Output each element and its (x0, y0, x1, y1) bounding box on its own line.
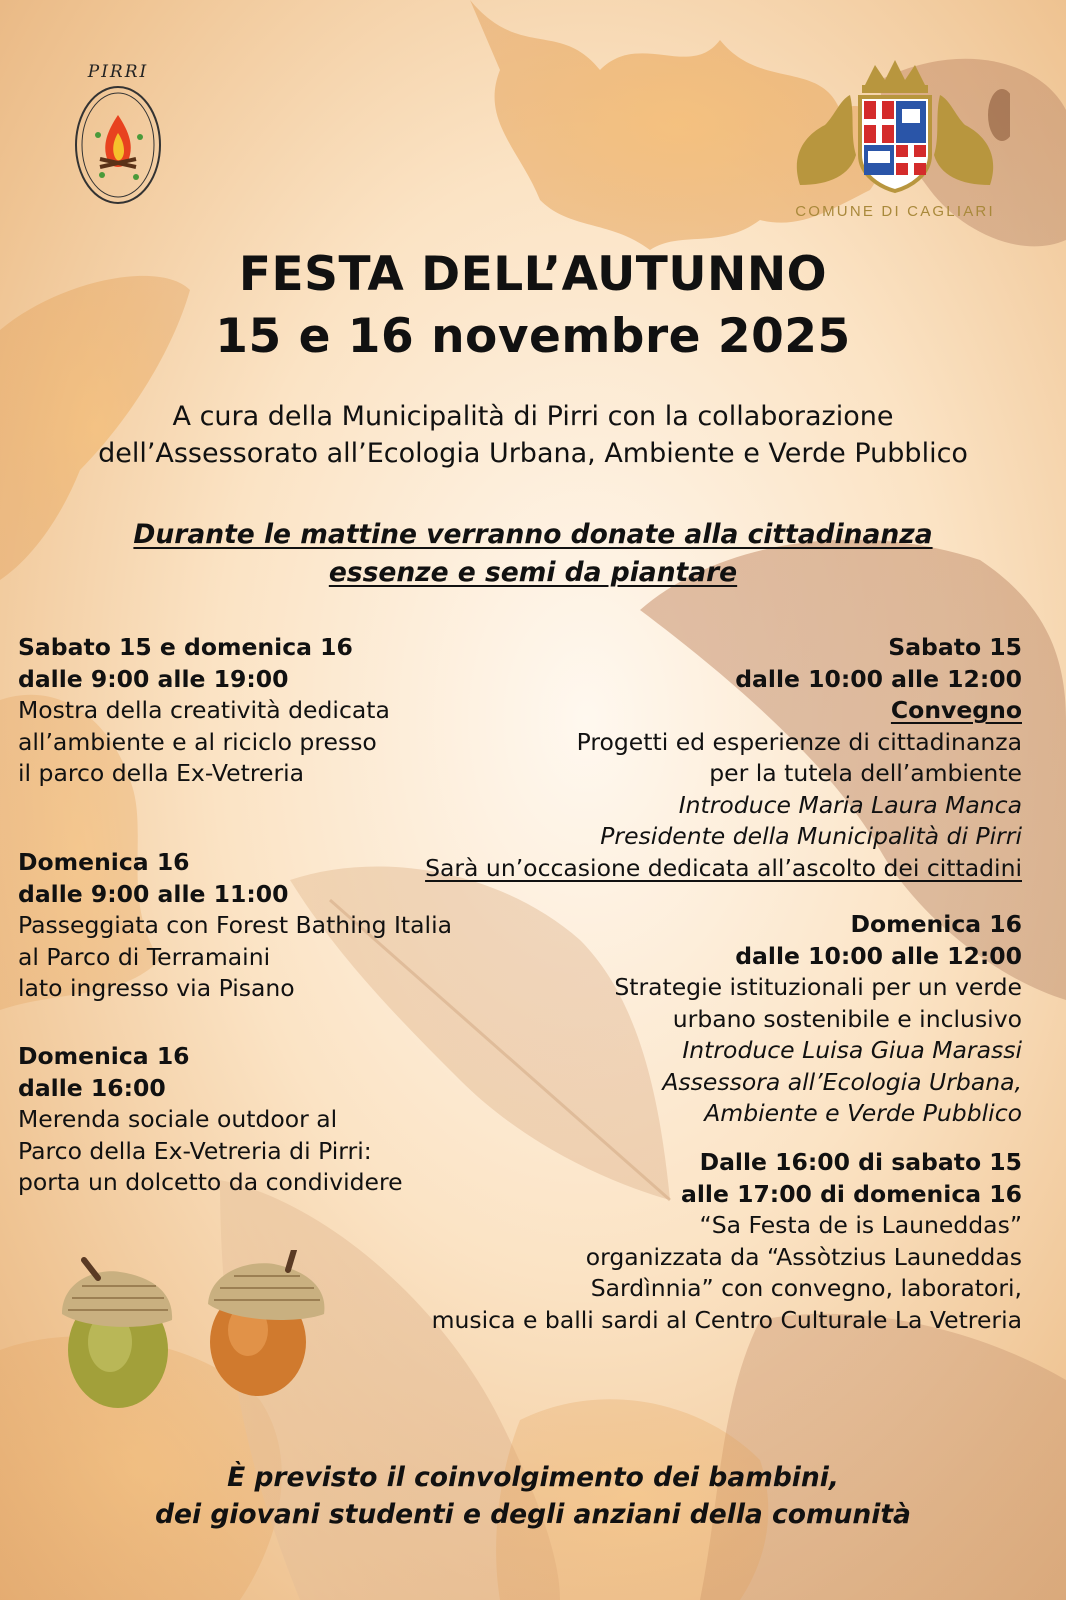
acorns-illustration (48, 1250, 348, 1430)
event-left-merenda (18, 1041, 403, 1199)
event-speaker-line: Ambiente e Verde Pubblico (704, 1099, 1022, 1127)
comune-di-cagliari-caption: COMUNE DI CAGLIARI (795, 203, 995, 220)
comune-di-cagliari-logo (780, 55, 1010, 225)
event-description-line: porta un dolcetto da condividere (18, 1168, 403, 1196)
event-description-line: all’ambiente e al riciclo presso (18, 727, 377, 756)
involvement-note (0, 1459, 1066, 1533)
event-description-line: Progetti ed esperienze di cittadinanza (576, 727, 1022, 756)
event-description-line: lato ingresso via Pisano (18, 974, 295, 1002)
event-time: alle 17:00 di domenica 16 (681, 1179, 1022, 1208)
event-title-dates: 15 e 16 novembre 2025 (215, 309, 851, 364)
event-description-line: Merenda sociale outdoor al (18, 1105, 338, 1133)
event-speaker-line: Presidente della Municipalità di Pirri (600, 822, 1022, 850)
green-acorn-icon (62, 1260, 172, 1408)
event-description-line: Mostra della creatività dedicata (18, 696, 390, 724)
event-description-line: urbano sostenibile e inclusivo (672, 1004, 1022, 1033)
event-heading: Convegno (890, 696, 1022, 724)
event-description-line: Sardìnnia” con convegno, laboratori, (590, 1274, 1022, 1302)
event-description-line: organizzata da “Assòtzius Launeddas (585, 1242, 1022, 1271)
event-time: dalle 10:00 alle 12:00 (735, 664, 1022, 693)
orange-acorn-icon (208, 1250, 324, 1396)
organizers-line-2: dell’Assessorato all’Ecologia Urbana, Ambiente e Verde Pubblico (98, 438, 968, 469)
organizers-subtitle (0, 398, 1066, 472)
organizers-line-1: A cura della Municipalità di Pirri con la collaborazione (172, 401, 894, 432)
event-description-line: al Parco di Terramaini (18, 942, 271, 971)
donation-note (0, 516, 1066, 592)
event-description-line: per la tutela dell’ambiente (709, 759, 1022, 787)
event-description-line: “Sa Festa de is Launeddas” (699, 1211, 1022, 1239)
event-day: Dalle 16:00 di sabato 15 (699, 1148, 1022, 1176)
event-day: Domenica 16 (18, 1042, 190, 1070)
event-right-strategie (614, 909, 1022, 1130)
event-description-line: musica e balli sardi al Centro Culturale La Vetreria (431, 1305, 1022, 1334)
event-day: Domenica 16 (18, 848, 190, 876)
involvement-note-line-2: dei giovani studenti e degli anziani della comunità (155, 1499, 911, 1530)
event-right-launeddas (432, 1147, 1022, 1336)
event-speaker-line: Introduce Luisa Giua Marassi (682, 1036, 1022, 1064)
event-title (0, 244, 1066, 368)
event-left-forest-bathing (18, 847, 452, 1005)
event-left-mostra (18, 632, 390, 790)
event-description-line: Parco della Ex-Vetreria di Pirri: (18, 1136, 372, 1165)
involvement-note-line-1: È previsto il coinvolgimento dei bambini, (227, 1462, 839, 1493)
event-description-line: Passeggiata con Forest Bathing Italia (18, 911, 453, 939)
event-time: dalle 10:00 alle 12:00 (735, 941, 1022, 970)
event-description-line: Strategie istituzionali per un verde (614, 973, 1022, 1001)
event-day: Domenica 16 (850, 910, 1022, 938)
event-time: dalle 16:00 (18, 1073, 166, 1102)
event-time: dalle 9:00 alle 19:00 (18, 664, 289, 693)
pirri-logo (58, 55, 178, 215)
event-right-convegno (425, 632, 1022, 884)
event-day: Sabato 15 (888, 633, 1022, 661)
event-description-line: il parco della Ex-Vetreria (18, 759, 305, 787)
event-speaker-line: Assessora all’Ecologia Urbana, (662, 1067, 1022, 1096)
event-note-line: Sarà un’occasione dedicata all’ascolto dei cittadini (425, 853, 1022, 882)
event-title-name: FESTA DELL’AUTUNNO (238, 247, 828, 302)
pirri-logo-text: PIRRI (87, 62, 149, 82)
event-day: Sabato 15 e domenica 16 (18, 633, 353, 661)
event-speaker-line: Introduce Maria Laura Manca (678, 790, 1022, 819)
donation-note-line-1: Durante le mattine verranno donate alla cittadinanza (133, 519, 933, 550)
donation-note-line-2: essenze e semi da piantare (328, 557, 738, 588)
event-time: dalle 9:00 alle 11:00 (18, 879, 289, 908)
